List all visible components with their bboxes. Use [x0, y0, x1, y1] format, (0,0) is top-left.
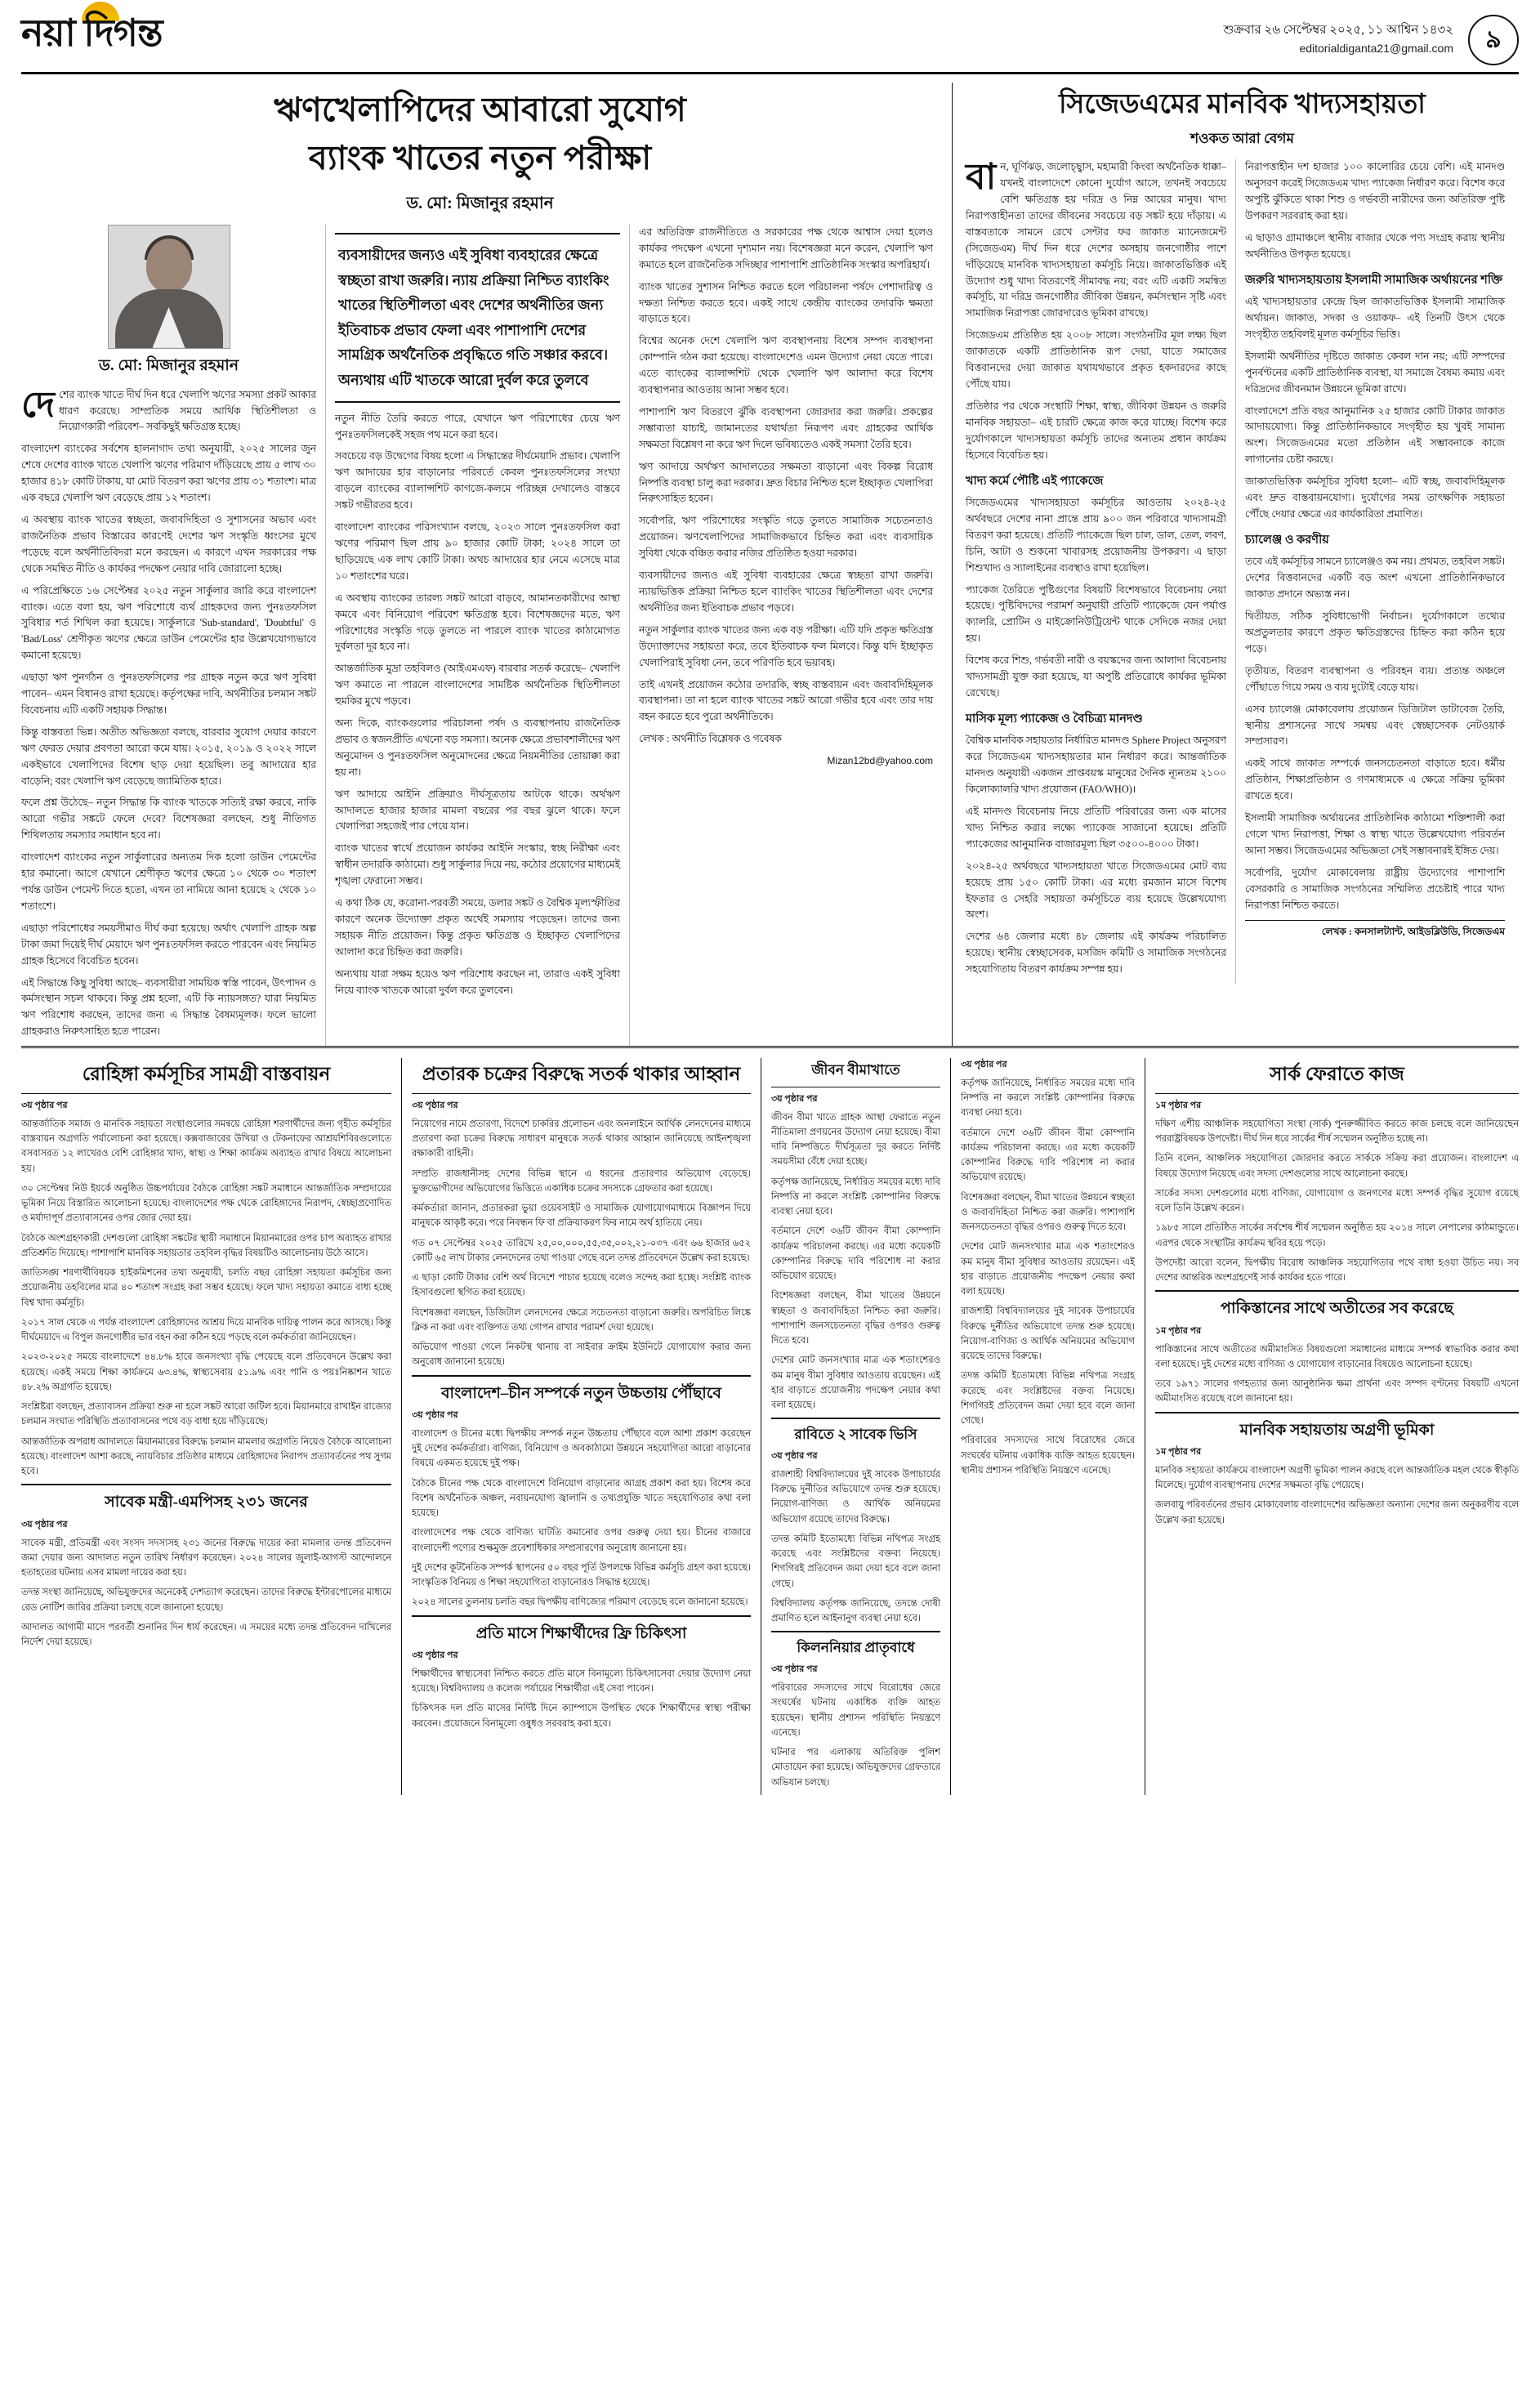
masthead-right	[1223, 15, 1519, 65]
jump-label: ১ম পৃষ্ঠার পর	[1155, 1447, 1202, 1458]
story-title[interactable]: জীবন বীমাখাতে	[811, 1062, 900, 1078]
paragraph: নিয়োগের নামে প্রতারণা, বিদেশে চাকরির প্রলোভন এবং অনলাইনে আর্থিক লেনদেনের মাধ্যমে প্রতারণা করা চক্রের বিরুদ্ধে সাধারণ মানুষকে সতর্ক থাকার আহ্বান জানিয়েছে আইনশৃঙ্খলা রক্ষাকারী বাহিনী।	[412, 1119, 751, 1159]
right-column-2	[1235, 159, 1505, 984]
paragraph: তবে এই কর্মসূচির সামনে চ্যালেঞ্জও কম নয়। প্রথমত, তহবিল সঙ্কট। দেশের বিত্তবানদের একটি বড় অংশ এখনো প্রাতিষ্ঠানিকভাবে জাকাত প্রদানে অভ্যস্ত নন।	[1245, 556, 1505, 601]
subheading: জরুরি খাদ্যসহায়তায় ইসলামী সামাজিক অর্থায়নের শক্তি	[1245, 273, 1503, 287]
author-email[interactable]: Mizan12bd@yahoo.com	[827, 755, 933, 767]
paragraph: ঘটনার পর এলাকায় অতিরিক্ত পুলিশ মোতায়েন করা হয়েছে। অভিযুক্তদের গ্রেফতারে অভিযান চলছে।	[771, 1748, 940, 1788]
story-title[interactable]: কিলননিয়ার প্রাতৃবাধে	[771, 1631, 940, 1658]
paragraph: পরিবারের সদস্যদের সাথে বিরোধের জেরে সংঘর্ষের ঘটনায় একাধিক ব্যক্তি আহত হয়েছেন। স্থানীয় প্রশাসন পরিস্থিতি নিয়ন্ত্রণে এনেছে।	[961, 1436, 1135, 1476]
logo-wordmark: নয়া দিগন্ত	[21, 15, 163, 52]
right-article	[953, 83, 1519, 1046]
story-title[interactable]: পাকিস্তানের সাথে অতীতের সব করেছে	[1155, 1290, 1519, 1320]
story-title[interactable]: প্রতারক চক্রের বিরুদ্ধে সতর্ক থাকার আহ্বান	[422, 1064, 741, 1085]
story-life-insurance	[761, 1058, 950, 1795]
masthead	[21, 12, 1519, 74]
paragraph: বাংলাদেশ ও চীনের মধ্যে দ্বিপক্ষীয় সম্পর্ক নতুন উচ্চতায় পৌঁছাবে বলে আশা প্রকাশ করেছেন দুই দেশের কর্মকর্তারা। বাণিজ্য, বিনিয়োগ ও অবকাঠামো উন্নয়নে সহযোগিতা আরো বাড়ানোর বিষয়ে একমত হয়েছে দুই পক্ষ।	[412, 1428, 751, 1469]
paragraph: দেশের ব্যাংক খাতে দীর্ঘ দিন ধরে খেলাপি ঋণের সমস্যা প্রকট আকার ধারণ করেছে। সাম্প্রতিক সময়ে আর্থিক স্থিতিশীলতা ও নিয়োগকারী পরিবেশ– সবকিছুই ক্ষতিগ্রস্ত হচ্ছে।	[21, 384, 316, 433]
story-title[interactable]: প্রতি মাসে শিক্ষার্থীদের ফ্রি চিকিৎসা	[412, 1615, 751, 1645]
paragraph: ব্যাংক খাতের সুশাসন নিশ্চিত করতে হলে পরিচালনা পর্ষদে পেশাদারিত্ব ও দক্ষতা নিশ্চিত করতে হবে। একই সাথে কেন্দ্রীয় ব্যাংকের তদারকি ক্ষমতা বাড়াতে হবে।	[639, 280, 933, 325]
paragraph: এসব চ্যালেঞ্জ মোকাবেলায় প্রয়োজন ডিজিটাল ডাটাবেজ তৈরি, স্থানীয় প্রশাসনের সাথে সমন্বয় এবং স্বেচ্ছাসেবক নেটওয়ার্ক সম্প্রসারণ।	[1245, 703, 1505, 748]
jump-label: ১ম পৃষ্ঠার পর	[1155, 1325, 1202, 1336]
paragraph: ইসলামী অর্থনীতির দৃষ্টিতে জাকাত কেবল দান নয়; এটি সম্পদের পুনর্বণ্টনের একটি প্রাতিষ্ঠানিক ব্যবস্থা, যা সমাজে বৈষম্য কমায় এবং দরিদ্রদের জীবনমান উন্নয়নে ভূমিকা রাখে।	[1245, 350, 1505, 395]
paragraph: আন্তর্জাতিক মুদ্রা তহবিলও (আইএমএফ) বারবার সতর্ক করেছে– খেলাপি ঋণ কমাতে না পারলে বাংলাদেশের সামষ্টিক অর্থনৈতিক স্থিতিশীলতা হুমকির মুখে পড়বে।	[335, 663, 620, 708]
paragraph: জলবায়ু পরিবর্তনের প্রভাব মোকাবেলায় বাংলাদেশের অভিজ্ঞতা অন্যান্য দেশের জন্য অনুকরণীয় বলে উল্লেখ করা হয়েছে।	[1155, 1500, 1519, 1525]
jump-label: ৩য় পৃষ্ঠার পর	[771, 1451, 818, 1462]
paragraph: ফলে প্রশ্ন উঠেছে– নতুন সিদ্ধান্ত কি ব্যাংক খাতকে সত্যিই রক্ষা করবে, নাকি আরো গভীর সঙ্কটে ফেলে দেবে? বিশেষজ্ঞরা বলছেন, শুধু নীতিগত শিথিলতায় সমস্যার সমাধান হবে না।	[21, 797, 316, 842]
paragraph: সার্কের সদস্য দেশগুলোর মধ্যে বাণিজ্য, যোগাযোগ ও জনগণের মধ্যে সম্পর্ক বৃদ্ধির সুযোগ রয়েছে বলে তিনি উল্লেখ করেন।	[1155, 1188, 1519, 1214]
paragraph: কিন্তু বাস্তবতা ভিন্ন। অতীত অভিজ্ঞতা বলছে, বারবার সুযোগ দেয়ার কারণে ঋণ ফেরত দেয়ার প্রবণতা আরো কমে যায়। ২০১৫, ২০১৯ ও ২০২২ সালে একইভাবে খেলাপিদের বিশেষ ছাড় দেয়া হয়েছিল। তবু আদায়ের হার বাড়েনি; বরং খেলাপি ঋণ বেড়েছে জ্যামিতিক হারে।	[21, 726, 316, 787]
story-saarc	[1145, 1058, 1519, 1795]
paragraph: উপদেষ্টা আরো বলেন, দ্বিপক্ষীয় বিরোধ আঞ্চলিক সহযোগিতার পথে বাধা হওয়া উচিত নয়। সব দেশের আন্তরিক অংশগ্রহণেই সার্ক কার্যকর হতে পারে।	[1155, 1257, 1519, 1284]
paragraph: লেখক : অর্থনীতি বিশ্লেষক ও গবেষক	[639, 733, 782, 745]
paragraph: বিশেষজ্ঞরা বলছেন, ডিজিটাল লেনদেনের ক্ষেত্রে সচেতনতা বাড়ানো জরুরি। অপরিচিত লিঙ্কে ক্লিক না করা এবং ব্যক্তিগত তথ্য গোপন রাখার পরামর্শ দেয়া হয়েছে।	[412, 1307, 751, 1333]
photo-head	[146, 239, 192, 292]
paragraph: সবচেয়ে বড় উদ্বেগের বিষয় হলো এ সিদ্ধান্তের দীর্ঘমেয়াদি প্রভাব। খেলাপি ঋণ আদায়ের হার বাড়ানোর পরিবর্তে কেবল পুনঃতফসিলের সংখ্যা বাড়লে ব্যাংকের ব্যালান্সশিট কাগজে-কলমে পরিচ্ছন্ন দেখালেও বাস্তবে সঙ্কট গভীরতর হবে।	[335, 450, 620, 511]
paragraph: জীবন বীমা খাতে গ্রাহক আস্থা ফেরাতে নতুন নীতিমালা প্রণয়নের উদ্যোগ নেয়া হয়েছে। বীমা দাবি নিষ্পত্তিতে দীর্ঘসূত্রতা দূর করতে নির্দিষ্ট সময়সীমা বেঁধে দেয়া হচ্ছে।	[771, 1112, 940, 1168]
paragraph: ইসলামী সামাজিক অর্থায়নের প্রাতিষ্ঠানিক কাঠামো শক্তিশালী করা গেলে খাদ্য নিরাপত্তা, শিক্ষা ও স্বাস্থ্য খাতে উল্লেখযোগ্য পরিবর্তন আনা সম্ভব। সিজেডএমের অভিজ্ঞতা সেই সম্ভাবনারই ইঙ্গিত দেয়।	[1245, 812, 1505, 856]
issue-date: শুক্রবার ২৬ সেপ্টেম্বর ২০২৫, ১১ আশ্বিন ১৪৩২	[1223, 24, 1453, 37]
subheading: খাদ্য কর্মে পৌষ্টি এই প্যাকেজে	[966, 474, 1104, 488]
main-headline-line1: ঋণখেলাপিদের আবারো সুযোগ	[274, 91, 686, 128]
story-rohingya	[21, 1058, 401, 1795]
story-title[interactable]: মানবিক সহায়তায় অগ্রণী ভূমিকা	[1155, 1412, 1519, 1441]
paragraph: ২০২৩-২০২৫ সময়ে বাংলাদেশে ৪৪.৮% হারে জনসংখ্যা বৃদ্ধি পেয়েছে বলে প্রতিবেদনে উল্লেখ করা হয়েছে। একই সময়ে শিক্ষা কার্যক্রমে ৬৩.৪%, স্বাস্থ্যসেবায় ৫১.৯% এবং পানি ও পয়ঃনিষ্কাশন খাতে ৪৮.২% অগ্রগতি হয়েছে।	[21, 1352, 391, 1392]
paragraph: সর্বোপরি, দুর্যোগ মোকাবেলায় রাষ্ট্রীয় উদ্যোগের পাশাপাশি বেসরকারি ও সামাজিক সংগঠনের সম্মিলিত প্রচেষ্টাই পারে খাদ্য নিরাপত্তা নিশ্চিত করতে।	[1245, 866, 1505, 911]
paragraph: প্যাকেজ তৈরিতে পুষ্টিগুণের বিষয়টি বিশেষভাবে বিবেচনায় নেয়া হয়েছে। পুষ্টিবিদদের পরামর্শ অনুযায়ী প্রতিটি প্যাকেজে যেন পর্যাপ্ত ক্যালরি, প্রোটিন ও মাইক্রোনিউট্রিয়েন্ট থাকে সেদিকে নজর দেয়া হয়।	[966, 583, 1226, 645]
paragraph: এ অবস্থায় ব্যাংক খাতের স্বচ্ছতা, জবাবদিহিতা ও সুশাসনের অভাব এবং রাজনৈতিক প্রভাব বিস্তারের কারণেই দেশের ঋণ সংস্কৃতি ধ্বংসের মুখে পড়েছে বলে অর্থনীতিবিদরা মনে করছেন। এ কারণে এখন সরকারের পক্ষ থেকে সমন্বিত নীতি ও কার্যকর পদক্ষেপ নেয়ার দাবি জোরালো হচ্ছে।	[21, 513, 316, 574]
paragraph: কর্তৃপক্ষ জানিয়েছে, নির্ধারিত সময়ের মধ্যে দাবি নিষ্পত্তি না করলে সংশ্লিষ্ট কোম্পানির বিরুদ্ধে ব্যবস্থা নেয়া হবে।	[961, 1078, 1135, 1119]
story-title[interactable]: রোহিঙ্গা কর্মসূচির সামগ্রী বাস্তবায়ন	[82, 1064, 331, 1085]
paragraph: তাই এখনই প্রয়োজন কঠোর তদারকি, স্বচ্ছ বাস্তবায়ন এবং জবাবদিহিমূলক ব্যবস্থাপনা। তা না হলে ব্যাংক খাতের সঙ্কট আরো গভীর হবে এবং তার দায় বহন করতে হবে পুরো অর্থনীতিকে।	[639, 678, 933, 723]
paragraph: দ্বিতীয়ত, সঠিক সুবিধাভোগী নির্বাচন। দুর্যোগকালে তথ্যের অপ্রতুলতার কারণে প্রকৃত ক্ষতিগ্রস্তদের চিহ্নিত করা কঠিন হয়ে পড়ে।	[1245, 610, 1505, 654]
jump-label: ৩য় পৃষ্ঠার পর	[21, 1519, 68, 1529]
main-article	[21, 83, 953, 1046]
paragraph: ঋণ আদায়ে অর্থঋণ আদালতের সক্ষমতা বাড়ানো এবং বিকল্প বিরোধ নিষ্পত্তি ব্যবস্থা চালু করা দরকার। দ্রুত বিচার নিশ্চিত হলে ইচ্ছাকৃত খেলাপিরা নিরুৎসাহিত হবেন।	[639, 460, 933, 505]
paragraph: রাজশাহী বিশ্ববিদ্যালয়ের দুই সাবেক উপাচার্যের বিরুদ্ধে দুর্নীতির অভিযোগে তদন্ত শুরু হয়েছে। নিয়োগ-বাণিজ্য ও আর্থিক অনিয়মের অভিযোগ রয়েছে তাদের বিরুদ্ধে।	[961, 1306, 1135, 1362]
paragraph: কর্তৃপক্ষ জানিয়েছে, নির্ধারিত সময়ের মধ্যে দাবি নিষ্পত্তি না করলে সংশ্লিষ্ট কোম্পানির বিরুদ্ধে ব্যবস্থা নেয়া হবে।	[771, 1177, 940, 1217]
divider	[1155, 1093, 1519, 1094]
paragraph: বাংলাদেশ ব্যাংকের পরিসংখ্যান বলছে, ২০২৩ সালে পুনঃতফসিল করা ঋণের পরিমাণ ছিল প্রায় ৯০ হাজার কোটি টাকা; ২০২৪ সালে তা ছাড়িয়েছে এক লাখ কোটি টাকা। অথচ আদায়ের হার নেমে এসেছে মাত্র ১০ শতাংশের ঘরে।	[335, 521, 620, 582]
paragraph: কর্মকর্তারা জানান, প্রতারকরা ভুয়া ওয়েবসাইট ও সামাজিক যোগাযোগমাধ্যমে বিজ্ঞাপন দিয়ে মানুষকে আকৃষ্ট করে। পরে নিবন্ধন ফি বা প্রক্রিয়াকরণ ফির নামে অর্থ হাতিয়ে নেয়।	[412, 1203, 751, 1229]
paragraph: ব্যবসায়ীদের জন্যও এই সুবিধা ব্যবহারের ক্ষেত্রে স্বচ্ছতা রাখা জরুরি। ন্যায়ভিত্তিক প্রক্রিয়া নিশ্চিত হলে ব্যাংকিং খাতের স্থিতিশীলতা এবং দেশের অর্থনীতির জন্য ইতিবাচক প্রভাব পড়বে।	[639, 569, 933, 614]
paragraph: ব্যাংক খাতের স্বার্থে প্রয়োজন কার্যকর আইনি সংস্কার, স্বচ্ছ নিরীক্ষা এবং স্বাধীন তদারকি কাঠামো। শুধু সার্কুলার দিয়ে নয়, কঠোর প্রয়োগের মাধ্যমেই শৃঙ্খলা ফেরানো সম্ভব।	[335, 842, 620, 887]
paragraph: বর্তমানে দেশে ৩৬টি জীবন বীমা কোম্পানি কার্যক্রম পরিচালনা করছে। এর মধ্যে কয়েকটি কোম্পানির বিরুদ্ধে দাবি পরিশোধ না করার অভিযোগ রয়েছে।	[961, 1128, 1135, 1183]
paragraph: এ কথা ঠিক যে, করোনা-পরবর্তী সময়ে, ডলার সঙ্কট ও বৈশ্বিক মূল্যস্ফীতির কারণে অনেক উদ্যোক্তা প্রকৃত অর্থেই সমস্যায় পড়েছেন। তাদের জন্য সহায়ক নীতি প্রয়োজন। কিন্তু প্রকৃত ক্ষতিগ্রস্ত ও ইচ্ছাকৃত খেলাপিদের আলাদা করে চিহ্নিত করা জরুরি।	[335, 897, 620, 958]
story-title[interactable]: বাংলাদেশ–চীন সম্পর্কে নতুন উচ্চতায় পৌঁছাবে	[412, 1375, 751, 1404]
right-article-signature: লেখক : কনসালট্যান্ট, আইডব্লিউডি, সিজেডএম	[1245, 920, 1505, 940]
pullquote: ব্যবসায়ীদের জন্যও এই সুবিধা ব্যবহারের ক্ষেত্রে স্বচ্ছতা রাখা জরুরি। ন্যায় প্রক্রিয়া নিশ্চিত ব্যাংকিং খাতের স্থিতিশীলতা এবং দেশের অর্থনীতির জন্য ইতিবাচক প্রভাব ফেলা এবং পাশাপাশি দেশের সামগ্রিক অর্থনৈতিক প্রবৃদ্ধিতে গতি সঞ্চার করবে। অন্যথায় এটি খাতকে আরো দুর্বল করে তুলবে	[335, 233, 620, 403]
paragraph: সর্বোপরি, ঋণ পরিশোধের সংস্কৃতি গড়ে তুলতে সামাজিক সচেতনতাও প্রয়োজন। ঋণখেলাপিদের সামাজিকভাবে চিহ্নিত করা এবং ব্যবসায়িক সুবিধা থেকে বঞ্চিত করার নজির প্রতিষ্ঠিত হওয়া দরকার।	[639, 515, 933, 560]
jump-label: ৩য় পৃষ্ঠার পর	[412, 1410, 458, 1421]
paragraph: তবে ১৯৭১ সালের গণহত্যার জন্য আনুষ্ঠানিক ক্ষমা প্রার্থনা এবং সম্পদ বণ্টনের বিষয়টি এখনো অমীমাংসিত রয়েছে বলে জানানো হয়।	[1155, 1379, 1519, 1404]
story-fraud	[401, 1058, 761, 1795]
paragraph: মানবিক সহায়তা কার্যক্রমে বাংলাদেশ অগ্রণী ভূমিকা পালন করছে বলে আন্তর্জাতিক মহল থেকে স্বীকৃতি মিলেছে। দুর্যোগ ব্যবস্থাপনায় দেশের সক্ষমতা বৃদ্ধি পেয়েছে।	[1155, 1465, 1519, 1491]
paragraph: বিশেষ করে শিশু, গর্ভবতী নারী ও বয়স্কদের জন্য আলাদা বিবেচনায় খাদ্যসামগ্রী যুক্ত করা হয়েছে, যা অপুষ্টি প্রতিরোধে কার্যকর ভূমিকা রেখেছে।	[966, 654, 1226, 699]
paragraph: সাবেক মন্ত্রী, প্রতিমন্ত্রী এবং সংসদ সদস্যসহ ২৩১ জনের বিরুদ্ধে দায়ের করা মামলার তদন্ত প্রতিবেদন জমা দেয়ার জন্য আদালত নতুন তারিখ নির্ধারণ করেছেন। ২০২৪ সালের জুলাই-আগস্ট আন্দোলনে হতাহতের ঘটনায় এসব মামলা দায়ের করা হয়।	[21, 1538, 391, 1579]
top-section	[21, 74, 1519, 1048]
paragraph: বৈঠকে চীনের পক্ষ থেকে বাংলাদেশে বিনিয়োগ বাড়ানোর আগ্রহ প্রকাশ করা হয়। বিশেষ করে বিশেষ অর্থনৈতিক অঞ্চল, নবায়নযোগ্য জ্বালানি ও তথ্যপ্রযুক্তি খাতে সহযোগিতার কথা বলা হয়েছে।	[412, 1478, 751, 1519]
divider	[412, 1093, 751, 1094]
paragraph: পাশাপাশি ঋণ বিতরণে ঝুঁকি ব্যবস্থাপনা জোরদার করা জরুরি। প্রকল্পের সম্ভাব্যতা যাচাই, জামানতের যথার্থতা নিরূপণ এবং গ্রাহকের আর্থিক সক্ষমতা বিশ্লেষণ না করে ঋণ দিলে ভবিষ্যতেও একই সমস্যা তৈরি হবে।	[639, 405, 933, 450]
paragraph: বাংলাদেশে প্রতি বছর আনুমানিক ২৫ হাজার কোটি টাকার জাকাত আদায়যোগ্য। কিন্তু প্রাতিষ্ঠানিকভাবে সংগৃহীত হয় খুবই সামান্য অংশ। সিজেডএমের মতো প্রতিষ্ঠান এই সম্ভাবনাকে কাজে লাগানোর চেষ্টা করছে।	[1245, 404, 1505, 466]
paragraph: পরিবারের সদস্যদের সাথে বিরোধের জেরে সংঘর্ষের ঘটনায় একাধিক ব্যক্তি আহত হয়েছেন। স্থানীয় প্রশাসন পরিস্থিতি নিয়ন্ত্রণে এনেছে।	[771, 1683, 940, 1738]
paragraph: এ ছাড়াও গ্রামাঞ্চলে স্থানীয় বাজার থেকে পণ্য সংগ্রহ করায় স্থানীয় অর্থনীতিও উপকৃত হয়েছে।	[1245, 231, 1505, 260]
paragraph: দেশের মোট জনসংখ্যার মাত্র এক শতাংশেরও কম মানুষ বীমা সুবিধার আওতায় রয়েছেন। এই হার বাড়াতে প্রয়োজনীয় পদক্ষেপ নেয়ার কথা বলা হয়েছে।	[771, 1355, 940, 1411]
story-life-insurance-continued	[950, 1058, 1145, 1795]
paragraph: ঋণ আদায়ে আইনি প্রক্রিয়াও দীর্ঘসূত্রতায় আটকে থাকে। অর্থঋণ আদালতে হাজার হাজার মামলা বছরের পর বছর ঝুলে থাকে। ফলে খেলাপিরা সহজেই পার পেয়ে যান।	[335, 788, 620, 833]
paragraph: এ পরিপ্রেক্ষিতে ১৬ সেপ্টেম্বর ২০২৫ নতুন সার্কুলার জারি করে বাংলাদেশ ব্যাংক। এতে বলা হয়, ঋণ পরিশোধে ব্যর্থ গ্রাহকদের জন্য পুনঃতফসিল সুবিধার শর্ত শিথিল করা হয়েছে। সার্কুলারে 'Sub-standard', 'Doubtful' ও 'Bad/Loss' শ্রেণীকৃত ঋণের ক্ষেত্রে ডাউন পেমেন্টের হার উল্লেখযোগ্যভাবে কমানো হয়েছে।	[21, 584, 316, 662]
paragraph: শিক্ষার্থীদের স্বাস্থ্যসেবা নিশ্চিত করতে প্রতি মাসে বিনামূল্যে চিকিৎসাসেবা দেয়ার উদ্যোগ নেয়া হয়েছে। বিশ্ববিদ্যালয় ও কলেজ পর্যায়ের শিক্ষার্থীরা এই সেবা পাবেন।	[412, 1668, 751, 1695]
paragraph: এ অবস্থায় ব্যাংকের তারল্য সঙ্কট আরো বাড়বে, আমানতকারীদের আস্থা কমবে এবং বিনিয়োগ পরিবেশ ক্ষতিগ্রস্ত হবে। বিশেষজ্ঞদের মতে, ঋণ পরিশোধের সংস্কৃতি গড়ে তুলতে না পারলে ব্যাংক খাতের কাঠামোগত দুর্বলতা দূর হবে না।	[335, 592, 620, 653]
paragraph: ২০১৭ সাল থেকে এ পর্যন্ত বাংলাদেশ রোহিঙ্গাদের আশ্রয় দিয়ে মানবিক দায়িত্ব পালন করে আসছে। কিন্তু দীর্ঘমেয়াদে এ বিপুল জনগোষ্ঠীর ভার বহন করা কঠিন হয়ে পড়ছে বলে কর্মকর্তারা জানিয়েছেন।	[21, 1317, 391, 1343]
paragraph: দুই দেশের কূটনৈতিক সম্পর্ক স্থাপনের ৫০ বছর পূর্তি উপলক্ষে বিভিন্ন কর্মসূচি গ্রহণ করা হয়েছে। সাংস্কৃতিক বিনিময় ও শিক্ষা সহযোগিতা বাড়ানোরও সিদ্ধান্ত হয়েছে।	[412, 1562, 751, 1588]
paragraph: বান, ঘূর্ণিঝড়, জলোচ্ছ্বাস, মহামারী কিংবা অর্থনৈতিক ধাক্কা– যখনই বাংলাদেশে কোনো দুর্যোগ আসে, তখনই সবচেয়ে বেশি ক্ষতিগ্রস্ত হয় দরিদ্র ও নিম্ন আয়ের মানুষ। খাদ্য নিরাপত্তাহীনতা তাদের জীবনের সবচেয়ে বড় সঙ্কট হয়ে দাঁড়ায়। এ বাস্তবতাকে সামনে রেখে সেন্টার ফর জাকাত ম্যানেজমেন্ট (সিজেডএম) দীর্ঘ দিন ধরে দেশের অসহায় জনগোষ্ঠীর পাশে দাঁড়িয়েছে মানবিক খাদ্যসহায়তা কর্মসূচি নিয়ে। জাকাতভিত্তিক এই উদ্যোগ শুধু খাদ্য বিতরণেই সীমাবদ্ধ নয়; বরং এটি একটি সমন্বিত কর্মসূচি, যা দরিদ্র জনগোষ্ঠীর জীবিকা উন্নয়ন, কর্মসংস্থান সৃষ্টি এবং সামাজিক নিরাপত্তা জোরদারেও ভূমিকা রাখছে।	[966, 157, 1226, 319]
paragraph: বিশেষজ্ঞরা বলছেন, বীমা খাতের উন্নয়নে স্বচ্ছতা ও জবাবদিহিতা নিশ্চিত করা জরুরি। পাশাপাশি জনসচেতনতা বৃদ্ধির ওপরও গুরুত্ব দিতে হবে।	[961, 1192, 1135, 1233]
subheading: চ্যালেঞ্জ ও করণীয়	[1245, 533, 1329, 547]
paragraph: বর্তমানে দেশে ৩৬টি জীবন বীমা কোম্পানি কার্যক্রম পরিচালনা করছে। এর মধ্যে কয়েকটি কোম্পানির বিরুদ্ধে দাবি পরিশোধ না করার অভিযোগ রয়েছে।	[771, 1226, 940, 1282]
jump-label: ৩য় পৃষ্ঠার পর	[771, 1094, 818, 1105]
paragraph: ২০২৪-২৫ অর্থবছরে খাদ্যসহায়তা খাতে সিজেডএমের মোট ব্যয় হয়েছে প্রায় ১৫০ কোটি টাকা। এর মধ্যে রমজান মাসে বিশেষ ইফতার ও সেহরি সহায়তা কর্মসূচিতে ব্যয় হয়েছে উল্লেখযোগ্য অংশ।	[966, 860, 1226, 921]
paragraph: তদন্ত কমিটি ইতোমধ্যে বিভিন্ন নথিপত্র সংগ্রহ করেছে এবং সংশ্লিষ্টদের বক্তব্য নিয়েছে। শিগগিরই প্রতিবেদন জমা দেয়া হবে বলে জানা গেছে।	[771, 1534, 940, 1589]
paragraph: সংশ্লিষ্টরা বলছেন, প্রত্যাবাসন প্রক্রিয়া শুরু না হলে সঙ্কট আরো জটিল হবে। মিয়ানমারে রাখাইন রাজ্যের চলমান সংঘাত পরিস্থিতি প্রত্যাবাসনের পথে বড় বাধা হয়ে দাঁড়িয়েছে।	[21, 1402, 391, 1427]
masthead-meta	[1223, 15, 1453, 57]
paragraph: এই মানদণ্ড বিবেচনায় নিয়ে প্রতিটি পরিবারের জন্য এক মাসের খাদ্য নিশ্চিত করার লক্ষ্যে প্যাকেজ সাজানো হয়েছে। প্রতিটি প্যাকেজের আনুমানিক বাজারমূল্য ছিল ৩৫০০-৪০০০ টাকা।	[966, 805, 1226, 850]
right-article-columns	[966, 159, 1519, 984]
paragraph: এছাড়া ঋণ পুনর্গঠন ও পুনঃতফসিলের পর গ্রাহক নতুন করে ঋণ সুবিধা পাবেন– এমন বিধানও রাখা হয়েছে। কর্তৃপক্ষের দাবি, অর্থনীতির চলমান সঙ্কট বিবেচনায় এটি একটি সহায়ক সিদ্ধান্ত।	[21, 672, 316, 716]
story-title[interactable]: সার্ক ফেরাতে কাজ	[1270, 1064, 1404, 1085]
subheading: মাসিক মূল্য প্যাকেজ ও বৈচিত্র্য মানদণ্ড	[966, 712, 1143, 726]
paragraph: তৃতীয়ত, বিতরণ ব্যবস্থাপনা ও পরিবহন ব্যয়। প্রত্যন্ত অঞ্চলে পৌঁছাতে গিয়ে সময় ও ব্যয় দুটোই বেড়ে যায়।	[1245, 664, 1505, 693]
paragraph: এর অতিরিক্ত রাজনীতিতে ও সরকারের পক্ষ থেকে আশ্বাস দেয়া হলেও কার্যকর পদক্ষেপ এখনো দৃশ্যমান নয়। বিশেষজ্ঞরা মনে করেন, খেলাপি ঋণ কমাতে হলে রাজনৈতিক সদিচ্ছার পাশাপাশি প্রাতিষ্ঠানিক সংস্কার অপরিহার্য।	[639, 226, 933, 270]
paragraph: বৈশ্বিক মানবিক সহায়তার নির্ধারিত মানদণ্ড Sphere Project অনুসরণ করে সিজেডএম খাদ্যসহায়তার মান নির্ধারণ করে। আন্তর্জাতিক মানদণ্ড অনুযায়ী একজন প্রাপ্তবয়স্ক মানুষের দৈনিক ন্যূনতম ২১০০ কিলোক্যালরি খাদ্য প্রয়োজন (FAO/WHO)।	[966, 735, 1226, 796]
author-photo	[108, 225, 230, 349]
jump-label: ৩য় পৃষ্ঠার পর	[771, 1664, 818, 1675]
paragraph: পাকিস্তানের সাথে অতীতের অমীমাংসিত বিষয়গুলো সমাধানের মাধ্যমে সম্পর্ক স্বাভাবিক করার কথা বলা হয়েছে। দুই দেশের মধ্যে বাণিজ্য ও যোগাযোগ বাড়ানোর বিষয়েও আলোচনা হয়েছে।	[1155, 1344, 1519, 1369]
main-column-1	[21, 225, 325, 1046]
paragraph: নিরাপত্তাহীন দশ হাজার ১০০ কালোরির চেয়ে বেশি। এই মানদণ্ড অনুসরণ করেই সিজেডএম খাদ্য প্যাকেজ নির্ধারণ করে। বিশেষ করে অপুষ্টি ঝুঁকিতে থাকা শিশু ও গর্ভবতী নারীদের জন্য অতিরিক্ত পুষ্টি উপকরণ সরবরাহ করা হয়।	[1245, 161, 1505, 221]
paragraph: এ ছাড়া কোটি টাকার বেশি অর্থ বিদেশে পাচার হয়েছে বলেও সন্দেহ করা হচ্ছে। সংশ্লিষ্ট ব্যাংক হিসাবগুলো স্থগিত করা হয়েছে।	[412, 1273, 751, 1298]
jump-label: ৩য় পৃষ্ঠার পর	[412, 1650, 458, 1661]
paragraph: নতুন সার্কুলার ব্যাংক খাতের জন্য এক বড় পরীক্ষা। এটি যদি প্রকৃত ক্ষতিগ্রস্ত উদ্যোক্তাদের সহায়তা করে, তবে ইতিবাচক ফল মিলবে। কিন্তু যদি ইচ্ছাকৃত খেলাপিরাই সুবিধা নেন, তবে পরিণতি হবে ভয়াবহ।	[639, 623, 933, 668]
paragraph: অন্য দিকে, ব্যাংকগুলোর পরিচালনা পর্ষদ ও ব্যবস্থাপনায় রাজনৈতিক প্রভাব ও স্বজনপ্রীতি এখনো বড় সমস্যা। অনেক ক্ষেত্রে প্রভাবশালীদের ঋণ অনুমোদন ও পুনঃতফসিল অনুমোদনের ক্ষেত্রে নিয়মনীতির তোয়াক্কা করা হয় না।	[335, 717, 620, 778]
paragraph: দেশের ৬৪ জেলার মধ্যে ৪৮ জেলায় এই কার্যক্রম পরিচালিত হয়েছে। স্থানীয় স্বেচ্ছাসেবক, মসজিদ কমিটি ও সামাজিক সংগঠনের সহযোগিতায় বিতরণ কার্যক্রম সম্পন্ন হয়।	[966, 931, 1226, 976]
right-headline: সিজেডএমের মানবিক খাদ্যসহায়তা	[1059, 90, 1426, 119]
paragraph: একই সাথে জাকাত সম্পর্কে জনসচেতনতা বাড়াতে হবে। ধর্মীয় প্রতিষ্ঠান, শিক্ষাপ্রতিষ্ঠান ও গণমাধ্যমকে এ ক্ষেত্রে সক্রিয় ভূমিকা রাখতে হবে।	[1245, 757, 1505, 802]
paragraph: বাংলাদেশ ব্যাংকের নতুন সার্কুলারের অন্যতম দিক হলো ডাউন পেমেন্টের হার কমানো। আগে যেখানে শ্রেণীকৃত ঋণের ক্ষেত্রে ১০ থেকে ৩০ শতাংশ পর্যন্ত ডাউন পেমেন্ট দিতে হতো, এখন তা নামিয়ে আনা হয়েছে ২ থেকে ১০ শতাংশে।	[21, 851, 316, 912]
paragraph: বাংলাদেশ ব্যাংকের সর্বশেষ হালনাগাদ তথ্য অনুযায়ী, ২০২৫ সালের জুন শেষে দেশের ব্যাংক খাতে খেলাপি ঋণের পরিমাণ দাঁড়িয়েছে প্রায় ৫ লাখ ৩০ হাজার ৪১৮ কোটি টাকায়, যা মোট বিতরণ করা ঋণের প্রায় ৩১ শতাংশ। মাত্র এক বছরে খেলাপি ঋণ বেড়েছে প্রায় ১২ শতাংশ।	[21, 443, 316, 504]
editorial-email[interactable]: editorialdiganta21@gmail.com	[1299, 41, 1453, 55]
paragraph: দক্ষিণ এশীয় আঞ্চলিক সহযোগিতা সংস্থা (সার্ক) পুনরুজ্জীবিত করতে কাজ চলছে বলে জানিয়েছেন পররাষ্ট্রবিষয়ক উপদেষ্টা। দীর্ঘ দিন ধরে সার্কের শীর্ষ সম্মেলন অনুষ্ঠিত হচ্ছে না।	[1155, 1119, 1519, 1145]
paragraph: অন্যথায় যারা সক্ষম হয়েও ঋণ পরিশোধ করছেন না, তারাও একই সুবিধা নিয়ে ব্যাংক খাতকে আরো দুর্বল করে তুলবেন।	[335, 967, 620, 996]
paragraph: গত ০৭ সেপ্টেম্বর ২০২৫ তারিখে ২৫,০০,০০০,৫৫,৩৫,০০২,২১-০৩৭ এবং ৬৬ হাজার ৬৫২ কোটি ৬৫ লাখ টাকার লেনদেনের তথ্য পাওয়া গেছে বলে তদন্ত প্রতিবেদনে উল্লেখ করা হয়েছে।	[412, 1238, 751, 1263]
newspaper-logo[interactable]	[21, 12, 163, 54]
main-column-2	[325, 225, 629, 1046]
paragraph: সিজেডএমের খাদ্যসহায়তা কর্মসূচির আওতায় ২০২৪-২৫ অর্থবছরে দেশের নানা প্রান্তে প্রায় ৯০০ জন পরিবারে খাদ্যসামগ্রী বিতরণ করা হয়েছে। প্রতিটি প্যাকেজে ছিল চাল, ডাল, তেল, লবণ, চিনি, আটা ও শুকনো খাবারসহ প্রয়োজনীয় উপকরণ। এ ছাড়া শিশুখাদ্য ও স্যালাইনের ব্যবস্থাও রাখা হয়েছিল।	[966, 496, 1226, 574]
paragraph: আন্তর্জাতিক অপরাধ আদালতে মিয়ানমারের বিরুদ্ধে চলমান মামলার অগ্রগতি নিয়েও বৈঠকে আলোচনা হয়েছে। বাংলাদেশ আশা করছে, ন্যায়বিচার প্রতিষ্ঠার মাধ্যমে রোহিঙ্গাদের নিরাপদ প্রত্যাবর্তনের পথ সুগম হবে।	[21, 1436, 391, 1477]
author-name: ড. মো: মিজানুর রহমান	[98, 356, 239, 374]
paragraph: বিশ্ববিদ্যালয় কর্তৃপক্ষ জানিয়েছে, তদন্তে দোষী প্রমাণিত হলে আইনানুগ ব্যবস্থা নেয়া হবে।	[771, 1598, 940, 1624]
divider	[21, 1093, 391, 1094]
paragraph: জাতিসঙ্ঘ শরণার্থীবিষয়ক হাইকমিশনের তথ্য অনুযায়ী, চলতি বছর রোহিঙ্গা সহায়তা কর্মসূচির জন্য প্রয়োজনীয় তহবিলের মাত্র ৪০ শতাংশ সংগ্রহ করা সম্ভব হয়েছে। ফলে খাদ্য সহায়তা কমাতে বাধ্য হচ্ছে বিশ্ব খাদ্য কর্মসূচি।	[21, 1268, 391, 1308]
right-byline: শওকত আরা বেগম	[1190, 131, 1294, 147]
main-column-3	[629, 225, 933, 1046]
paragraph: বৈঠকে অংশগ্রহণকারী দেশগুলো রোহিঙ্গা সঙ্কটের স্থায়ী সমাধানে মিয়ানমারের ওপর চাপ অব্যাহত রাখার প্রতিশ্রুতি দিয়েছে। পাশাপাশি মানবিক সহায়তার তহবিল বৃদ্ধির বিষয়টিও আলোচনায় উঠে আসে।	[21, 1233, 391, 1258]
bottom-section	[21, 1048, 1519, 1795]
story-title[interactable]: সাবেক মন্ত্রী-এমপিসহ ২৩১ জনের	[21, 1484, 391, 1513]
paragraph: দেশের মোট জনসংখ্যার মাত্র এক শতাংশেরও কম মানুষ বীমা সুবিধার আওতায় রয়েছেন। এই হার বাড়াতে প্রয়োজনীয় পদক্ষেপ নেয়ার কথা বলা হয়েছে।	[961, 1242, 1135, 1297]
paragraph: এই খাদ্যসহায়তার কেন্দ্রে ছিল জাকাতভিত্তিক ইসলামী সামাজিক অর্থায়ন। জাকাত, সদকা ও ওয়াকফ– এই তিনটি উৎস থেকে সংগৃহীত তহবিলই মূলত কর্মসূচির ভিত্তি।	[1245, 296, 1505, 340]
jump-label: ৩য় পৃষ্ঠার পর	[21, 1101, 68, 1111]
paragraph: চিকিৎসক দল প্রতি মাসের নির্দিষ্ট দিনে ক্যাম্পাসে উপস্থিত থেকে শিক্ষার্থীদের স্বাস্থ্য পরীক্ষা করবেন। প্রয়োজনে বিনামূল্যে ওষুধও সরবরাহ করা হবে।	[412, 1704, 751, 1729]
paragraph: বিশেষজ্ঞরা বলছেন, বীমা খাতের উন্নয়নে স্বচ্ছতা ও জবাবদিহিতা নিশ্চিত করা জরুরি। পাশাপাশি জনসচেতনতা বৃদ্ধির ওপরও গুরুত্ব দিতে হবে।	[771, 1291, 940, 1346]
page-number-badge: ৯	[1468, 15, 1519, 65]
paragraph: সিজেডএম প্রতিষ্ঠিত হয় ২০০৮ সালে। সংগঠনটির মূল লক্ষ্য ছিল জাকাতকে একটি প্রাতিষ্ঠানিক রূপ দেয়া, যাতে সমাজের বিত্তবানদের দেয়া জাকাত যথাযথভাবে প্রকৃত হকদারদের কাছে পৌঁছে যায়।	[966, 329, 1226, 390]
paragraph: ২০২৪ সালের তুলনায় চলতি বছর দ্বিপক্ষীয় বাণিজ্যের পরিমাণ বেড়েছে বলে জানানো হয়েছে।	[412, 1597, 748, 1608]
story-title[interactable]: রাবিতে ২ সাবেক ভিসি	[771, 1418, 940, 1445]
paragraph: বিশ্বের অনেক দেশে খেলাপি ঋণ ব্যবস্থাপনায় বিশেষ সম্পদ ব্যবস্থাপনা কোম্পানি গঠন করা হয়েছে। বাংলাদেশেও এমন উদ্যোগ নেয়া যেতে পারে। এতে ব্যাংকের ব্যালান্সশিট থেকে খেলাপি ঋণ আলাদা করে বিশেষ ব্যবস্থাপনার আওতায় আনা সম্ভব হবে।	[639, 335, 933, 396]
paragraph: তদন্ত সংস্থা জানিয়েছে, অভিযুক্তদের অনেকেই দেশত্যাগ করেছেন। তাদের বিরুদ্ধে ইন্টারপোলের মাধ্যমে রেড নোটিশ জারির প্রক্রিয়া চলছে বলে জানানো হয়েছে।	[21, 1588, 391, 1613]
paragraph: এছাড়া পরিশোধের সময়সীমাও দীর্ঘ করা হয়েছে। অর্থাৎ খেলাপি গ্রাহক অল্প টাকা জমা দিয়েই দীর্ঘ মেয়াদে ঋণ পুনঃতফসিল করতে পারবেন এবং নিয়মিত গ্রাহক হিসেবে বিবেচিত হবেন।	[21, 922, 316, 967]
paragraph: আন্তর্জাতিক সমাজ ও মানবিক সহায়তা সংস্থাগুলোর সমন্বয়ে রোহিঙ্গা শরণার্থীদের জন্য গৃহীত কর্মসূচির বাস্তবায়ন অগ্রগতি পর্যালোচনা করা হয়েছে। কক্সবাজারের উখিয়া ও টেকনাফের আশ্রয়শিবিরগুলোতে বসবাসরত ১২ লাখেরও বেশি রোহিঙ্গার খাদ্য, স্বাস্থ্য ও শিক্ষা কার্যক্রম অব্যাহত রাখার বিষয়ে আলোচনা হয়।	[21, 1119, 391, 1174]
jump-label: ১ম পৃষ্ঠার পর	[1155, 1101, 1202, 1111]
paragraph: সম্প্রতি রাজধানীসহ দেশের বিভিন্ন স্থানে এ ধরনের প্রতারণার অভিযোগ বেড়েছে। ভুক্তভোগীদের অভিযোগের ভিত্তিতে একাধিক চক্রের সদস্যকে গ্রেফতার করা হয়েছে।	[412, 1168, 751, 1194]
right-column-1	[966, 159, 1235, 984]
paragraph: জাকাতভিত্তিক কর্মসূচির সুবিধা হলো– এটি স্বচ্ছ, জবাবদিহিমূলক এবং দ্রুত বাস্তবায়নযোগ্য। দুর্যোগের সময় তাৎক্ষণিক সহায়তা পৌঁছে দেয়ার ক্ষেত্রে এর কার্যকারিতা প্রমাণিত।	[1245, 476, 1505, 520]
paragraph: ৩০ সেপ্টেম্বর নিউ ইয়র্কে অনুষ্ঠিত উচ্চপর্যায়ের বৈঠকে রোহিঙ্গা সঙ্কট সমাধানে আন্তর্জাতিক সম্প্রদায়ের ভূমিকা নিয়ে বিস্তারিত আলোচনা হয়েছে। বাংলাদেশের পক্ষ থেকে রোহিঙ্গাদের নিরাপদ, স্বেচ্ছাপ্রণোদিত ও মর্যাদাপূর্ণ প্রত্যাবাসনের ওপর জোর দেয়া হয়।	[21, 1183, 391, 1224]
main-byline: ড. মো: মিজানুর রহমান	[406, 194, 554, 212]
main-headline-line2: ব্যাংক খাতের নতুন পরীক্ষা	[308, 139, 652, 177]
main-headline	[21, 86, 939, 183]
jump-label: ৩য় পৃষ্ঠার পর	[412, 1101, 458, 1111]
paragraph: আদালত আগামী মাসে পরবর্তী শুনানির দিন ধার্য করেছেন। এ সময়ের মধ্যে তদন্ত প্রতিবেদন দাখিলের নির্দেশ দেয়া হয়েছে।	[21, 1622, 391, 1648]
paragraph: বাংলাদেশের পক্ষ থেকে বাণিজ্য ঘাটতি কমানোর ওপর গুরুত্ব দেয়া হয়। চীনের বাজারে বাংলাদেশী পণ্যের শুল্কমুক্ত প্রবেশাধিকার সম্প্রসারণের অনুরোধ জানানো হয়।	[412, 1528, 751, 1553]
main-article-columns	[21, 225, 939, 1046]
jump-label: ৩য় পৃষ্ঠার পর	[961, 1060, 1007, 1070]
paragraph: এই সিদ্ধান্তে কিছু সুবিধা আছে– ব্যবসায়ীরা সাময়িক স্বস্তি পাবেন, উৎপাদন ও কর্মসংস্থান সচল থাকবে। কিন্তু প্রশ্ন হলো, এটি কি ন্যায়সঙ্গত? যারা নিয়মিত ঋণ পরিশোধ করছেন, তাদের জন্য এ সিদ্ধান্ত বৈষম্যমূলক। ফলে ভালো গ্রাহকরাও নিরুৎসাহিত হতে পারেন।	[21, 976, 316, 1038]
paragraph: ১৯৮৫ সালে প্রতিষ্ঠিত সার্কের সর্বশেষ শীর্ষ সম্মেলন অনুষ্ঠিত হয় ২০১৪ সালে নেপালের কাঠমান্ডুতে। এরপর থেকে সংস্থাটির কার্যক্রম স্থবির হয়ে পড়ে।	[1155, 1223, 1519, 1248]
paragraph: তদন্ত কমিটি ইতোমধ্যে বিভিন্ন নথিপত্র সংগ্রহ করেছে এবং সংশ্লিষ্টদের বক্তব্য নিয়েছে। শিগগিরই প্রতিবেদন জমা দেয়া হবে বলে জানা গেছে।	[961, 1371, 1135, 1427]
paragraph: অভিযোগ পাওয়া গেলে নিকটস্থ থানায় বা সাইবার ক্রাইম ইউনিটে যোগাযোগ করার জন্য অনুরোধ জানানো হয়েছে।	[412, 1342, 751, 1368]
paragraph: নতুন নীতি তৈরি করতে পারে, যেখানে ঋণ পরিশোধের চেয়ে ঋণ পুনঃতফসিলকেই সহজ পথ মনে করা হবে।	[335, 412, 620, 440]
paragraph: রাজশাহী বিশ্ববিদ্যালয়ের দুই সাবেক উপাচার্যের বিরুদ্ধে দুর্নীতির অভিযোগে তদন্ত শুরু হয়েছে। নিয়োগ-বাণিজ্য ও আর্থিক অনিয়মের অভিযোগ রয়েছে তাদের বিরুদ্ধে।	[771, 1469, 940, 1525]
paragraph: প্রতিষ্ঠার পর থেকে সংস্থাটি শিক্ষা, স্বাস্থ্য, জীবিকা উন্নয়ন ও জরুরি মানবিক সহায়তা– এই চারটি ক্ষেত্রে কাজ করে যাচ্ছে। বিশেষ করে দুর্যোগকালে খাদ্যসহায়তা কর্মসূচি তাদের অন্যতম প্রধান কার্যক্রম হিসেবে বিবেচিত হয়।	[966, 400, 1226, 461]
paragraph: তিনি বলেন, আঞ্চলিক সহযোগিতা জোরদার করতে সার্ককে সক্রিয় করা প্রয়োজন। বাংলাদেশ এ বিষয়ে উদ্যোগ নিয়েছে এবং সদস্য দেশগুলোর সাথে আলোচনা করছে।	[1155, 1154, 1519, 1179]
